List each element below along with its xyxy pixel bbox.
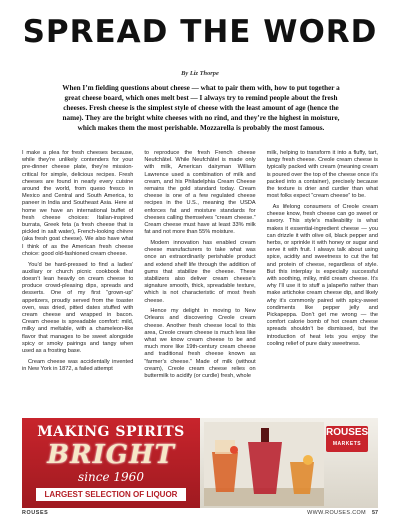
ad-photo-panel [200,418,378,508]
article-column-1 [22,150,133,418]
body-paragraph: to reproduce the fresh French cheese Neufchâtel. While Neufchâtel is made only with milk, American dairyman William Lawrence used a combination of milk and cream, and his Philadelphia Cream Cheese remains the gold standard today. Cream cheese is one of a few regulated cheese recipes in the U.S., meaning the USDA enforces fat and moisture standards for cheeses calling themselves “cream cheese.” Cream cheese must have at least 33% milk fat and not more than 55% moisture. [144,150,256,236]
ad-text-panel [22,418,200,508]
ad-since-year: since 1960 [78,470,144,484]
body-paragraph: milk, helping to transform it into a fluffy, tart, tangy fresh cheese. Creole cream cheese is typically packed with cream (meaning cream is poured over the top of the cheese once it’s packed into a container), precisely because the texture is drier and curdier than what most folks expect “cream cheese” to be. [266,150,378,200]
ad-banner: LARGEST SELECTION OF LIQUOR [36,488,186,501]
article-body [22,150,378,418]
footer-brand: ROUSES [22,510,49,516]
cocktail-drinks-illustration [204,422,324,506]
body-paragraph: You’d be hard-pressed to find a ladies’ auxiliary or church picnic cookbook that doesn’t lean heavily on cream cheese to produce crowd-pleasing dips, spreads and desserts. One of my first “grown-up” appetizers, proudly served from the toaster oven, was dried, pitted dates stuffed with cream cheese and wrapped in bacon. Cream cheese is spreadable comfort: mild, milky and meltable, with a chameleon-like flavor that manages to be sweet alongside spicy or smoky pairings and tangy when used as a frosting base. [22,261,134,354]
article-column-2 [144,150,255,418]
page-number: 57 [372,510,378,516]
ad-bright-word: BRIGHT [47,440,175,470]
body-paragraph: As lifelong consumers of Creole cream cheese know, fresh cheese can go sweet or savory. This style’s malleability is what makes it essential-ingredient cheese — you can drizzle it with olive oil, black pepper and herbs, or sprinkle it with honey or sugar and serve it with fruit. I always talk about using spice, acidity and sweetness to cut the fat and protein of cheese, regardless of style. But this interplay is especially successful with soothing, milky, mild cream cheese. It’s why I’ll use it to stuff a jalapeño rather than make artichoke cream cheese dip, and likely why it’s commonly paired with spicy-sweet condiments like pepper jelly and Pickapeppa. Don’t get me wrong — the comfort calorie bomb of hot cream cheese spreads shouldn’t be dismissed, but the introduction of heat lets you enjoy the cooling relief of pure dairy sweetness. [266,203,378,347]
body-paragraph: Hence my delight in moving to New Orleans and discovering Creole cream cheese. Another fresh cheese local to this area, Creole cream cheese is much less like what we know cream cheese to be and much more like 19th-century cream cheese and traditional fresh cheese known as “farmer’s cheese.” Made of milk (without cream), Creole cream cheese relies on buttermilk to acidify (or curdle) fresh, whole [144,308,256,380]
logo-subtitle: MARKETS [332,441,362,447]
article-byline: By Liz Thorpe [181,70,219,77]
logo-name: ROUSES [326,427,369,438]
article-column-3 [267,150,378,418]
article-headline: SPREAD THE WORD [22,14,378,50]
rouses-markets-logo [326,426,368,452]
liquor-advertisement [22,418,378,508]
body-paragraph: I make a plea for fresh cheeses because, while they’re unlikely contenders for your pre-dinner cheese plate, they’re mission-critical for simple, delicious recipes. Fresh cheeses are found in nearly every cuisine around the world, from queso fresco in Mexico and Central and South America, to paneer in India and Southeast Asia. Here at home we have an international buffet of fresh cheese choices: Italian-inspired burrata, Greek feta (a fresh cheese that is pickled in salt water), French-looking chèvre (aka fresh goat cheese). We also have what I think of as the American fresh cheese choice: good old-fashioned cream cheese. [22,150,134,257]
article-intro: When I’m fielding questions about cheese — what to pair them with, how to put together a great cheese board, which ones melt best — I always try to remind people about the fresh cheeses. Fresh cheese is the simplest style of cheese with the least amount of age (hence the name). They are the bright white cheeses with no rind, and they’re the highest in moisture, which makes them the most perishable. Mozzarella is probably the most famous. [62,84,340,132]
body-paragraph: Modern innovation has enabled cream cheese manufacturers to take what was once an extraordinarily perishable product and extend shelf life through the addition of gums that stabilize the cheese. These stabilizers also deliver cream cheese’s signature smooth, thick, spreadable texture, which is not characteristic of most fresh cheese. [144,239,256,304]
ad-headline: MAKING SPIRITS [37,424,185,440]
body-paragraph: Cream cheese was accidentally invented in New York in 1872, a failed attempt [22,358,134,372]
footer-url: WWW.ROUSES.COM [307,510,366,516]
page-footer [22,510,378,518]
